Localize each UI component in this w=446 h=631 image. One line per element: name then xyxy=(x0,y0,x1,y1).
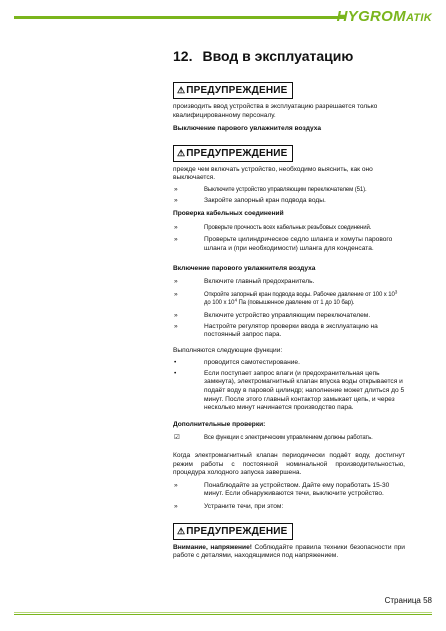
paragraph: Когда электромагнитный клапан периодически подаёт воду, достигнут режим работы с постоянной номинальной производительностью, процедура холодного запуска завершена. xyxy=(173,452,405,477)
list-item xyxy=(173,224,405,233)
list-item-text: Включите устройство управляющим переключателем. xyxy=(204,311,371,319)
list-item xyxy=(173,291,405,308)
exponent: 4 xyxy=(234,297,237,303)
warning-label: ПРЕДУПРЕЖДЕНИЕ xyxy=(186,85,288,96)
paragraph: прежде чем включать устройство, необходимо выяснить, как оно выключается. xyxy=(173,165,373,182)
paragraph: производить ввод устройства в эксплуатацию разрешается только квалифицированному персоналу. xyxy=(173,103,378,119)
subheading-cable-check: Проверка кабельных соединений xyxy=(173,210,284,218)
pressure-text-a: Откройте запорный кран подвода воды. Рабочее давление от 100 x 10 xyxy=(204,291,395,298)
list-item xyxy=(173,186,405,195)
list-marker: » xyxy=(174,290,178,298)
warning-box xyxy=(173,145,293,162)
logo-part-hygro: HYGRO xyxy=(336,8,394,25)
footer-divider xyxy=(14,614,432,615)
list-item-text: Если поступает запрос влаги (и предохранительная цепь замкнута), электромагнитный клапан впуска воды открывается и подаёт воду в паровой цилиндр; наполнение может длиться до 5 минут. После этого главный контактор замыкает цепь, и через несколько минут начинается производство пара. xyxy=(204,369,405,412)
list-item xyxy=(173,359,405,368)
page-number: Страница 58 xyxy=(384,596,432,605)
header-divider xyxy=(14,16,346,19)
list-marker: » xyxy=(174,311,178,319)
list-item xyxy=(173,312,405,321)
list-item xyxy=(173,197,405,206)
list-item-text: Включите главный предохранитель. xyxy=(204,278,315,286)
subheading-shutdown: Выключение парового увлажнителя воздуха xyxy=(173,125,322,133)
list-item-text: Выключите устройство управляющим переключателем (51). xyxy=(204,186,367,193)
section-title xyxy=(173,48,405,64)
paragraph: Выполняются следующие функции: xyxy=(173,346,283,354)
list-marker: » xyxy=(174,503,178,510)
list-item xyxy=(173,278,405,287)
hygromatik-logo xyxy=(337,9,432,26)
paragraph-final-warning xyxy=(173,544,405,561)
list-marker: » xyxy=(174,185,178,193)
exponent: 3 xyxy=(394,289,398,295)
list-item xyxy=(173,482,405,499)
page-content xyxy=(173,48,405,561)
list-marker: • xyxy=(174,359,177,367)
list-item xyxy=(173,434,405,443)
warning-box xyxy=(173,523,293,540)
warning-icon: ⚠ xyxy=(177,525,186,536)
list-item-text: Закройте запорный кран подвода воды. xyxy=(204,196,326,204)
section-title-text: Ввод в эксплуатацию xyxy=(202,48,354,64)
section-number: 12. xyxy=(173,48,193,64)
list-marker: » xyxy=(174,236,178,244)
list-item-text: Понаблюдайте за устройством. Дайте ему поработать 15-30 минут. Если обнаруживаются течи, выключите устройство. xyxy=(204,481,390,498)
logo-part-m: M xyxy=(393,8,406,25)
warning-box xyxy=(173,82,293,99)
list-marker: » xyxy=(174,322,178,330)
list-item-text: Устраните течи, при этом: xyxy=(204,503,284,510)
list-item xyxy=(173,323,405,340)
warning-label: ПРЕДУПРЕЖДЕНИЕ xyxy=(186,525,288,537)
warning-icon: ⚠ xyxy=(177,147,186,158)
subheading-startup: Включение парового увлажнителя воздуха xyxy=(173,264,316,272)
list-item xyxy=(173,503,405,512)
list-item-text: проводится самотестирование. xyxy=(204,359,300,367)
list-item xyxy=(173,370,405,413)
logo-part-atik: ATIK xyxy=(405,12,432,24)
list-marker: » xyxy=(174,196,178,204)
list-marker: » xyxy=(174,278,178,286)
warning-label: ПРЕДУПРЕЖДЕНИЕ xyxy=(186,147,288,159)
list-item-text: Проверьте прочность всех кабельных резьбовых соединений. xyxy=(204,224,372,231)
list-item-text xyxy=(204,291,405,308)
list-item-text: Проверьте цилиндрическое седло шланга и хомуты парового шланга и (при необходимости) шланга для конденсата. xyxy=(204,236,393,252)
page-header xyxy=(0,0,446,30)
pressure-text-b: до 100 x 10 xyxy=(204,300,235,307)
list-item-text: Все функции с электрическим управлением должны работать. xyxy=(204,435,373,442)
voltage-warning-bold: Внимание, напряжение! xyxy=(173,543,252,551)
subheading-extra-checks: Дополнительные проверки: xyxy=(173,420,266,428)
checkbox-icon: ☑ xyxy=(174,434,180,442)
voltage-warning-text: Соблюдайте правила техники безопасности при работе с деталями, находящимися под напряжением. xyxy=(173,543,405,560)
list-item-text: Настройте регулятор проверки ввода в эксплуатацию на постоянный запрос пара. xyxy=(204,322,378,339)
list-marker: » xyxy=(174,223,178,231)
pressure-text-c: Па (повышенное давление от 1 до 10 бар). xyxy=(236,300,355,307)
footer-divider xyxy=(14,612,432,613)
warning-icon: ⚠ xyxy=(177,85,186,95)
list-marker: • xyxy=(174,369,177,377)
list-item xyxy=(173,236,405,253)
list-marker: » xyxy=(174,481,178,489)
